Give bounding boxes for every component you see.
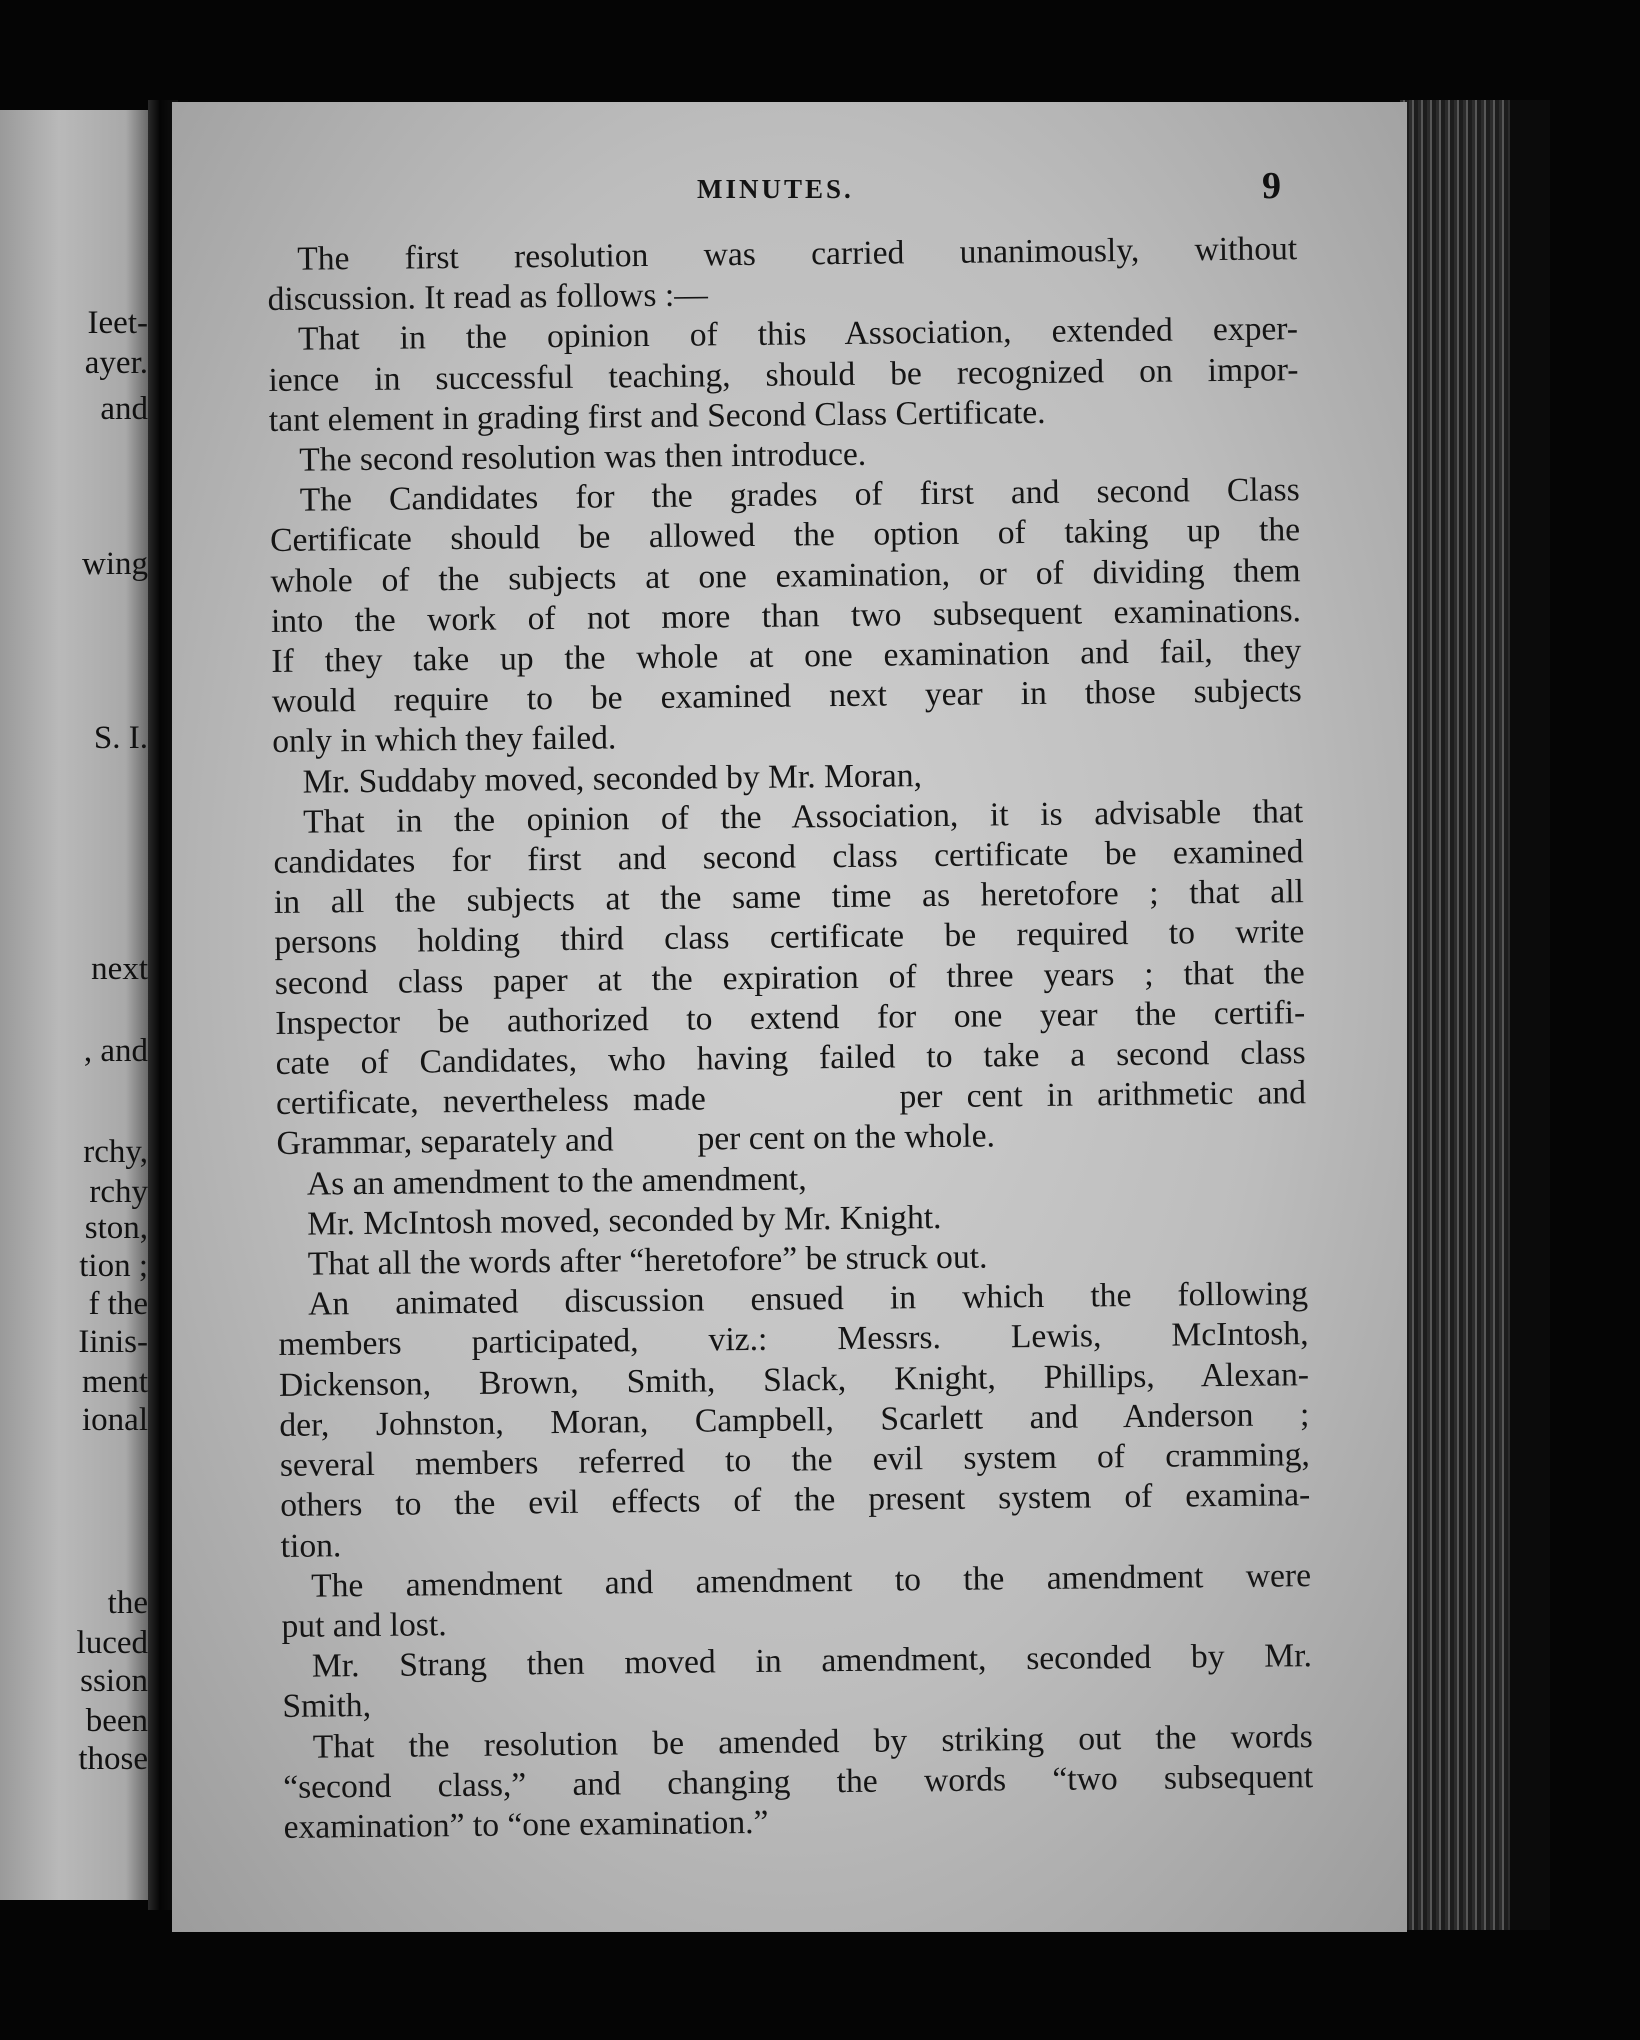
text-line: That in the opinion of the Association, it is advisable that (302, 793, 1304, 841)
text-line: in all the subjects at the same time as heretofore ; that all (273, 873, 1305, 922)
margin-fragment: those (78, 1741, 148, 1777)
text-line: Mr. McIntosh moved, seconded by Mr. Knight. (307, 1198, 942, 1243)
text-line: The first resolution was carried unanimously, without (297, 230, 1298, 278)
text-line: Dickenson, Brown, Smith, Slack, Knight, Phillips, Alexan- (278, 1355, 1310, 1404)
margin-fragment: ment (82, 1364, 148, 1400)
text-line: second class paper at the expiration of three years ; that the (274, 953, 1305, 1002)
text-line: candidates for first and second class certificate be examined (273, 833, 1304, 882)
text-line: That in the opinion of this Association, extended exper- (297, 310, 1299, 359)
text-line: tion. (280, 1526, 342, 1565)
text-line: If they take up the whole at one examination and fail, they (271, 632, 1302, 681)
text-line: The amendment and amendment to the amendment were (310, 1556, 1312, 1605)
text-line: would require to be examined next year in those subjects (271, 672, 1302, 721)
text-line: members participated, viz.: Messrs. Lewis, McIntosh, (278, 1315, 1309, 1364)
margin-fragment: rchy, (83, 1134, 148, 1170)
margin-fragment: S. I. (93, 720, 148, 756)
text-line: put and lost. (281, 1606, 447, 1645)
text-line: The Candidates for the grades of first and second Class (299, 471, 1300, 519)
margin-fragment: wing (82, 546, 148, 582)
previous-page-fragment (0, 110, 148, 1900)
margin-fragment: next (91, 951, 148, 987)
margin-fragment: ston, (84, 1210, 148, 1246)
margin-fragment: , and (83, 1033, 148, 1069)
text-line: Mr. Suddaby moved, seconded by Mr. Moran, (302, 756, 923, 801)
page-number: 9 (1262, 165, 1281, 207)
page-body (267, 229, 1314, 1848)
text-line: ience in successful teaching, should be recognized on impor- (268, 350, 1299, 399)
text-line: That all the words after “heretofore” be struck out. (307, 1238, 988, 1283)
margin-fragment: tion ; (79, 1248, 148, 1284)
running-head (172, 102, 1407, 222)
running-head-title: MINUTES. (697, 174, 854, 204)
margin-fragment: Ieet- (87, 305, 148, 341)
text-line: der, Johnston, Moran, Campbell, Scarlett and Anderson ; (279, 1396, 1310, 1444)
margin-fragment: and (100, 391, 148, 427)
text-line: Certificate should be allowed the option of taking up the (269, 511, 1301, 560)
text-line: cate of Candidates, who having failed to take a second class (275, 1034, 1306, 1083)
text-line: certificate, nevertheless made per cent in arithmetic and (275, 1074, 1307, 1123)
margin-fragment: rchy (89, 1174, 148, 1210)
text-line: discussion. It read as follows :— (267, 276, 708, 319)
text-line: Mr. Strang then moved in amendment, seconded by Mr. (311, 1637, 1313, 1685)
text-line: several members referred to the evil system of cramming, (279, 1436, 1310, 1485)
text-line: “second class,” and changing the words “two subsequent (283, 1757, 1314, 1806)
margin-fragment: Iinis- (78, 1324, 148, 1360)
margin-fragment: luced (76, 1625, 148, 1661)
book-page (172, 102, 1407, 1932)
margin-fragment: ssion (80, 1663, 148, 1699)
margin-fragment: ayer. (84, 345, 148, 381)
margin-fragment: been (85, 1703, 148, 1739)
text-line: An animated discussion ensued in which the following (307, 1275, 1309, 1323)
text-line: only in which they failed. (272, 719, 617, 761)
text-line: persons holding third class certificate be required to write (274, 913, 1305, 962)
text-line: That the resolution be amended by striking out the words (312, 1717, 1313, 1766)
text-line: into the work of not more than two subsequent examinations. (270, 592, 1302, 640)
text-line: whole of the subjects at one examination, or of dividing them (270, 551, 1301, 600)
text-line: Grammar, separately and per cent on the whole. (276, 1117, 996, 1163)
text-line: Inspector be authorized to extend for one year the certifi- (275, 994, 1306, 1042)
margin-fragment: the (107, 1585, 148, 1621)
margin-fragment: ional (82, 1402, 148, 1438)
text-line: others to the evil effects of the present system of examina- (280, 1476, 1311, 1525)
page-edges (1400, 100, 1550, 1930)
margin-fragment: f the (88, 1286, 148, 1322)
text-line: tant element in grading first and Second Class Certificate. (268, 393, 1046, 439)
text-line: As an amendment to the amendment, (306, 1160, 807, 1203)
text-line: The second resolution was then introduce. (299, 435, 867, 479)
text-line: examination” to “one examination.” (283, 1803, 769, 1846)
text-line: Smith, (282, 1687, 372, 1726)
